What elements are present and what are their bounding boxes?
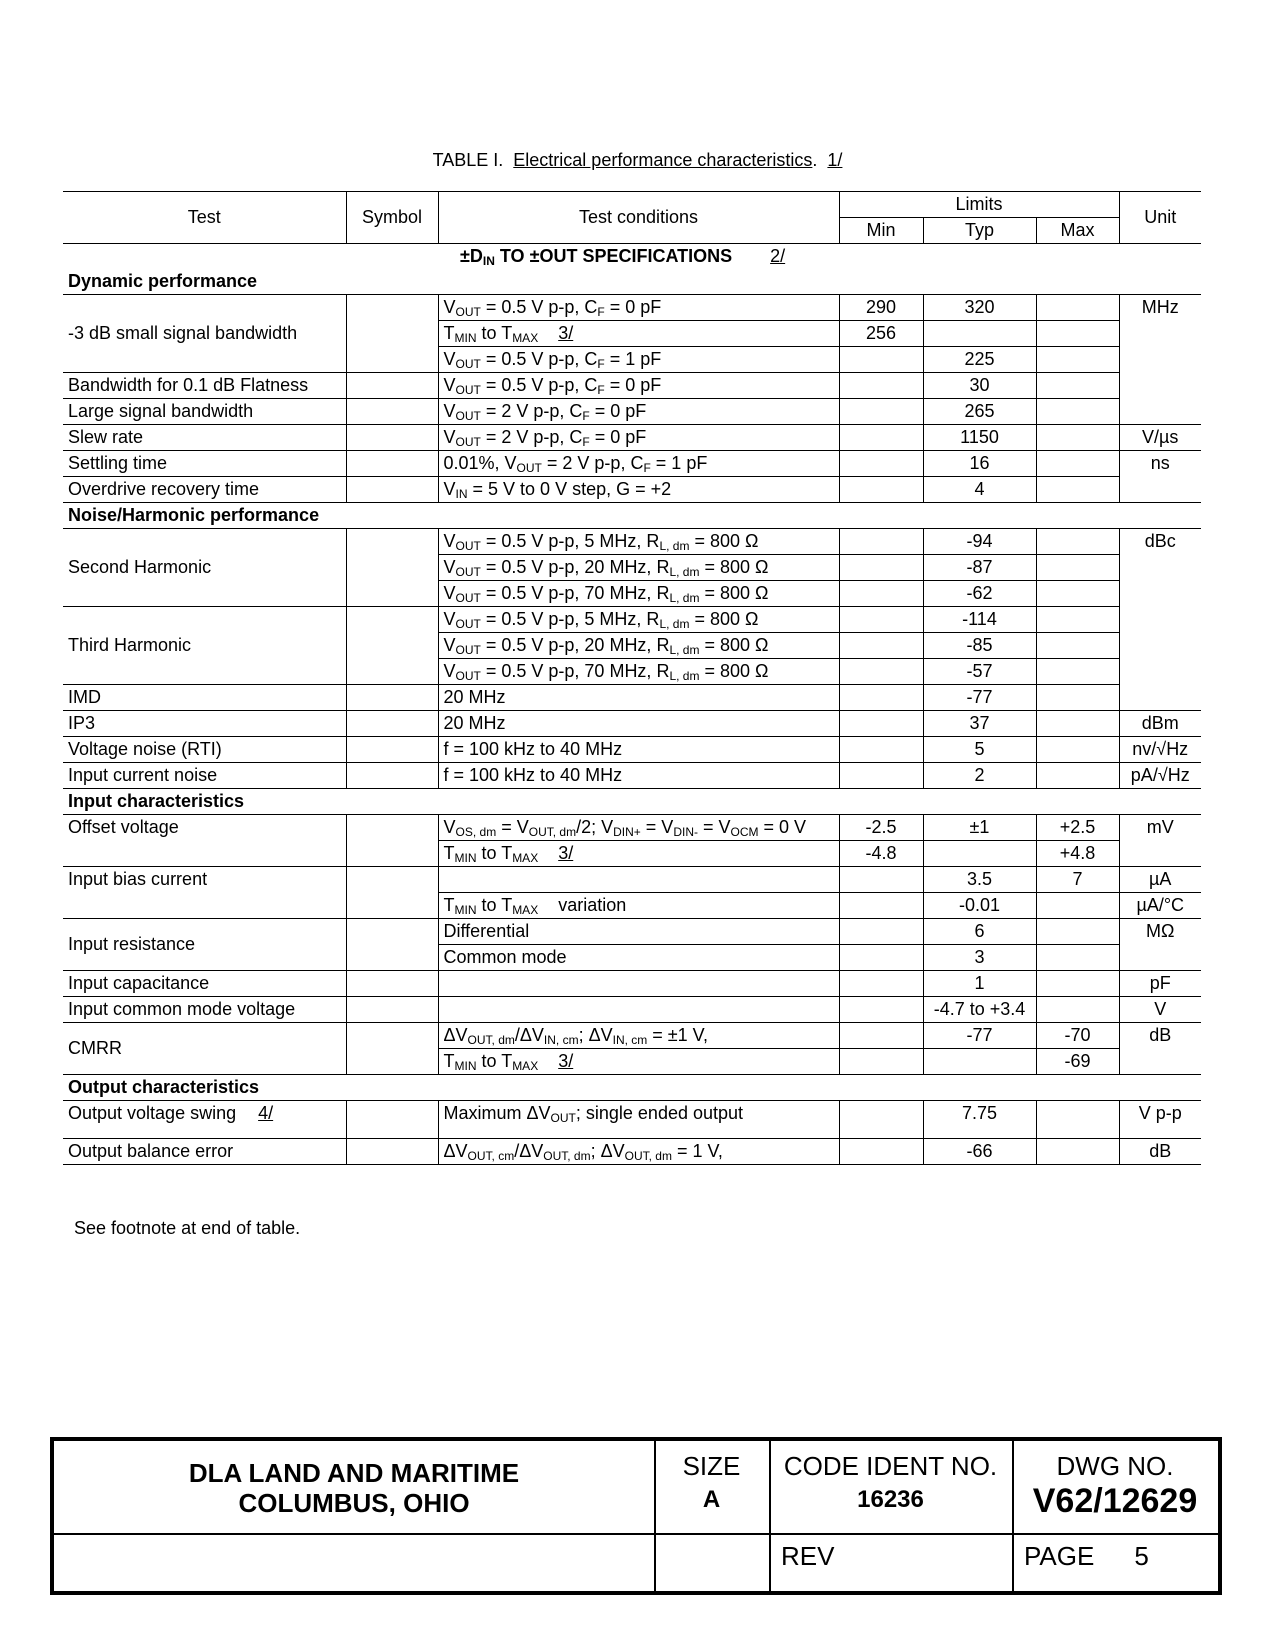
- condition-cell: 20 MHz: [438, 711, 839, 737]
- table-row: [63, 451, 1201, 477]
- code-ident-label: CODE IDENT NO.: [783, 1451, 998, 1481]
- condition-cell: $T_{MIN}$ to $T_{MAX}$ 3/: [438, 841, 839, 867]
- header-unit: Unit: [1119, 192, 1201, 244]
- unit-cell: mV: [1119, 815, 1201, 867]
- table-row: [63, 971, 1201, 997]
- max-cell: +4.8: [1036, 841, 1119, 867]
- table-row: [63, 685, 1201, 711]
- header-min: Min: [839, 218, 923, 244]
- dwg-no-label: DWG NO.: [1056, 1451, 1174, 1481]
- footnote-text: See footnote at end of table.: [74, 1218, 301, 1238]
- org-name: DLA LAND AND MARITIME: [188, 1458, 520, 1488]
- condition-cell: $T_{MIN}$ to $T_{MAX}$ variation: [438, 893, 839, 919]
- caption-title: Electrical performance characteristics: [513, 150, 813, 170]
- header-test: Test: [63, 192, 346, 244]
- section-dynamic: Dynamic performance: [63, 269, 1201, 295]
- section-row: [63, 503, 1201, 529]
- table-row: [63, 477, 1201, 503]
- table-row: [63, 529, 1201, 555]
- characteristics-table: [63, 191, 1201, 1165]
- test-name: Voltage noise (RTI): [63, 737, 346, 763]
- header-typ: Typ: [923, 218, 1036, 244]
- table-row: [63, 711, 1201, 737]
- header-symbol: Symbol: [346, 192, 438, 244]
- table-row: [63, 295, 1201, 321]
- table-row: [63, 867, 1201, 893]
- condition-cell: f = 100 kHz to 40 MHz: [438, 763, 839, 789]
- typ-cell: 320: [923, 295, 1036, 321]
- condition-cell: $V_{OUT} = 0.5$ V p-p, 20 MHz, $R_{L, dm} = 800$ Ω: [438, 633, 839, 659]
- condition-cell: f = 100 kHz to 40 MHz: [438, 737, 839, 763]
- condition-cell: $V_{OS, dm} = V_{OUT, dm}/2$; $V_{DIN+} = V_{DIN-} = V_{OCM} = 0$ V: [438, 815, 839, 841]
- test-name: -3 dB small signal bandwidth: [63, 295, 346, 373]
- typ-cell: -66: [923, 1139, 1036, 1165]
- unit-cell: dBm: [1119, 711, 1201, 737]
- typ-cell: 16: [923, 451, 1036, 477]
- unit-cell: µA/°C: [1119, 893, 1201, 919]
- condition-cell: 20 MHz: [438, 685, 839, 711]
- test-name: Large signal bandwidth: [63, 399, 346, 425]
- typ-cell: -62: [923, 581, 1036, 607]
- test-name: Second Harmonic: [63, 529, 346, 607]
- table-header-row: [63, 192, 1201, 218]
- unit-cell: dBc: [1119, 529, 1201, 711]
- test-name: Input common mode voltage: [63, 997, 346, 1023]
- test-name: Input current noise: [63, 763, 346, 789]
- condition-cell: $T_{MIN}$ to $T_{MAX}$ 3/: [438, 1049, 839, 1075]
- condition-cell: $V_{OUT} = 0.5$ V p-p, 70 MHz, $R_{L, dm} = 800$ Ω: [438, 659, 839, 685]
- test-name: Offset voltage: [63, 815, 346, 867]
- condition-cell: $V_{OUT} = 0.5$ V p-p, $C_F = 0$ pF: [438, 373, 839, 399]
- test-name: IP3: [63, 711, 346, 737]
- min-cell: -4.8: [839, 841, 923, 867]
- test-name: Output balance error: [63, 1139, 346, 1165]
- dwg-no-value: V62/12629: [1032, 1482, 1198, 1520]
- typ-cell: 4: [923, 477, 1036, 503]
- header-conditions: Test conditions: [438, 192, 839, 244]
- unit-cell: V: [1119, 997, 1201, 1023]
- org-location: COLUMBUS, OHIO: [238, 1488, 470, 1518]
- header-limits: Limits: [839, 192, 1119, 218]
- page-cell: [1012, 1533, 1218, 1591]
- typ-cell: -57: [923, 659, 1036, 685]
- condition-cell: $V_{OUT} = 0.5$ V p-p, $C_F = 1$ pF: [438, 347, 839, 373]
- table-row: [63, 607, 1201, 633]
- condition-cell: $T_{MIN}$ to $T_{MAX}$ 3/: [438, 321, 839, 347]
- typ-cell: 30: [923, 373, 1036, 399]
- condition-cell: $\Delta V_{OUT, cm}/\Delta V_{OUT, dm}$; $\Delta V_{OUT, dm} = 1$ V,: [438, 1139, 839, 1165]
- test-name: Input bias current: [63, 867, 346, 919]
- condition-cell: $\Delta V_{OUT, dm}/\Delta V_{IN, cm}$; $\Delta V_{IN, cm} = \pm 1$ V,: [438, 1023, 839, 1049]
- condition-cell: $V_{OUT} = 2$ V p-p, $C_F = 0$ pF: [438, 399, 839, 425]
- typ-cell: -85: [923, 633, 1036, 659]
- table-row: [63, 815, 1201, 841]
- typ-cell: -114: [923, 607, 1036, 633]
- section-input: Input characteristics: [63, 789, 1201, 815]
- section-row: [63, 269, 1201, 295]
- max-cell: -70: [1036, 1023, 1119, 1049]
- test-name: IMD: [63, 685, 346, 711]
- test-name: Output voltage swing 4/: [63, 1101, 346, 1139]
- section-noise: Noise/Harmonic performance: [63, 503, 1201, 529]
- unit-cell: pA/√Hz: [1119, 763, 1201, 789]
- test-name: Bandwidth for 0.1 dB Flatness: [63, 373, 346, 399]
- unit-cell: pF: [1119, 971, 1201, 997]
- table-row: [63, 1101, 1201, 1139]
- condition-cell: Maximum $\Delta V_{OUT}$; single ended output: [438, 1101, 839, 1139]
- unit-cell: dB: [1119, 1139, 1201, 1165]
- dwg-no-cell: [1012, 1441, 1218, 1533]
- unit-cell: nv/√Hz: [1119, 737, 1201, 763]
- test-name: CMRR: [63, 1023, 346, 1075]
- unit-cell: V p-p: [1119, 1101, 1201, 1139]
- table-row: [63, 1023, 1201, 1049]
- test-name: Slew rate: [63, 425, 346, 451]
- test-name: Settling time: [63, 451, 346, 477]
- condition-cell: $V_{OUT} = 0.5$ V p-p, $C_F = 0$ pF: [438, 295, 839, 321]
- size-value: A: [702, 1486, 721, 1513]
- typ-cell: 7.75: [923, 1101, 1036, 1139]
- typ-cell: ±1: [923, 815, 1036, 841]
- max-cell: -69: [1036, 1049, 1119, 1075]
- typ-cell: 1: [923, 971, 1036, 997]
- condition-cell: $V_{OUT} = 2$ V p-p, $C_F = 0$ pF: [438, 425, 839, 451]
- organization: [54, 1441, 654, 1533]
- min-cell: 290: [839, 295, 923, 321]
- typ-cell: -77: [923, 1023, 1036, 1049]
- size-cell: [654, 1441, 769, 1533]
- test-name: Third Harmonic: [63, 607, 346, 685]
- typ-cell: 265: [923, 399, 1036, 425]
- spec-heading-row: [63, 244, 1201, 270]
- typ-cell: 3.5: [923, 867, 1036, 893]
- condition-cell: Common mode: [438, 945, 839, 971]
- table-row: [63, 737, 1201, 763]
- size-label: SIZE: [682, 1451, 741, 1481]
- typ-cell: 3: [923, 945, 1036, 971]
- typ-cell: 5: [923, 737, 1036, 763]
- section-row: [63, 789, 1201, 815]
- table-row: [63, 399, 1201, 425]
- spec-heading: $\pm D_{IN}$ TO ±OUT SPECIFICATIONS 2/: [460, 246, 786, 268]
- table-row: [63, 919, 1201, 945]
- condition-cell: $V_{OUT} = 0.5$ V p-p, 5 MHz, $R_{L, dm} = 800$ Ω: [438, 607, 839, 633]
- table-caption: [0, 150, 1275, 171]
- condition-cell: $V_{IN} = 5$ V to 0 V step, G = +2: [438, 477, 839, 503]
- code-ident-cell: [769, 1441, 1012, 1533]
- table-row: [63, 997, 1201, 1023]
- typ-cell: -0.01: [923, 893, 1036, 919]
- typ-cell: -87: [923, 555, 1036, 581]
- test-name: Input capacitance: [63, 971, 346, 997]
- caption-label: TABLE I.: [432, 150, 504, 170]
- typ-cell: 37: [923, 711, 1036, 737]
- section-row: [63, 1075, 1201, 1101]
- table-row: [63, 763, 1201, 789]
- condition-cell: 0.01%, $V_{OUT} = 2$ V p-p, $C_F = 1$ pF: [438, 451, 839, 477]
- caption-note: 1/: [827, 150, 843, 170]
- condition-cell: $V_{OUT} = 0.5$ V p-p, 20 MHz, $R_{L, dm} = 800$ Ω: [438, 555, 839, 581]
- table-row: [63, 425, 1201, 451]
- condition-cell: $V_{OUT} = 0.5$ V p-p, 70 MHz, $R_{L, dm} = 800$ Ω: [438, 581, 839, 607]
- table-row: [63, 373, 1201, 399]
- rev-cell: [769, 1533, 1012, 1591]
- unit-cell: ns: [1119, 451, 1201, 503]
- table-row: [63, 1139, 1201, 1165]
- page-number: 5: [1134, 1541, 1149, 1571]
- section-output: Output characteristics: [63, 1075, 1201, 1101]
- unit-cell: V/µs: [1119, 425, 1201, 451]
- typ-cell: -94: [923, 529, 1036, 555]
- max-cell: +2.5: [1036, 815, 1119, 841]
- header-max: Max: [1036, 218, 1119, 244]
- min-cell: 256: [839, 321, 923, 347]
- test-name: Overdrive recovery time: [63, 477, 346, 503]
- code-ident-value: 16236: [857, 1486, 924, 1513]
- max-cell: 7: [1036, 867, 1119, 893]
- unit-cell: µA: [1119, 867, 1201, 893]
- caption-period: .: [812, 150, 818, 170]
- min-cell: -2.5: [839, 815, 923, 841]
- condition-cell: $V_{OUT} = 0.5$ V p-p, 5 MHz, $R_{L, dm} = 800$ Ω: [438, 529, 839, 555]
- typ-cell: 1150: [923, 425, 1036, 451]
- rev-label: REV: [781, 1541, 835, 1571]
- unit-cell: dB: [1119, 1023, 1201, 1075]
- typ-cell: -77: [923, 685, 1036, 711]
- typ-cell: -4.7 to +3.4: [923, 997, 1036, 1023]
- typ-cell: 225: [923, 347, 1036, 373]
- title-block: [50, 1437, 1222, 1595]
- typ-cell: 2: [923, 763, 1036, 789]
- typ-cell: 6: [923, 919, 1036, 945]
- unit-cell: MHz: [1119, 295, 1201, 425]
- unit-cell: MΩ: [1119, 919, 1201, 971]
- condition-cell: Differential: [438, 919, 839, 945]
- page-label: PAGE: [1024, 1541, 1095, 1571]
- test-name: Input resistance: [63, 919, 346, 971]
